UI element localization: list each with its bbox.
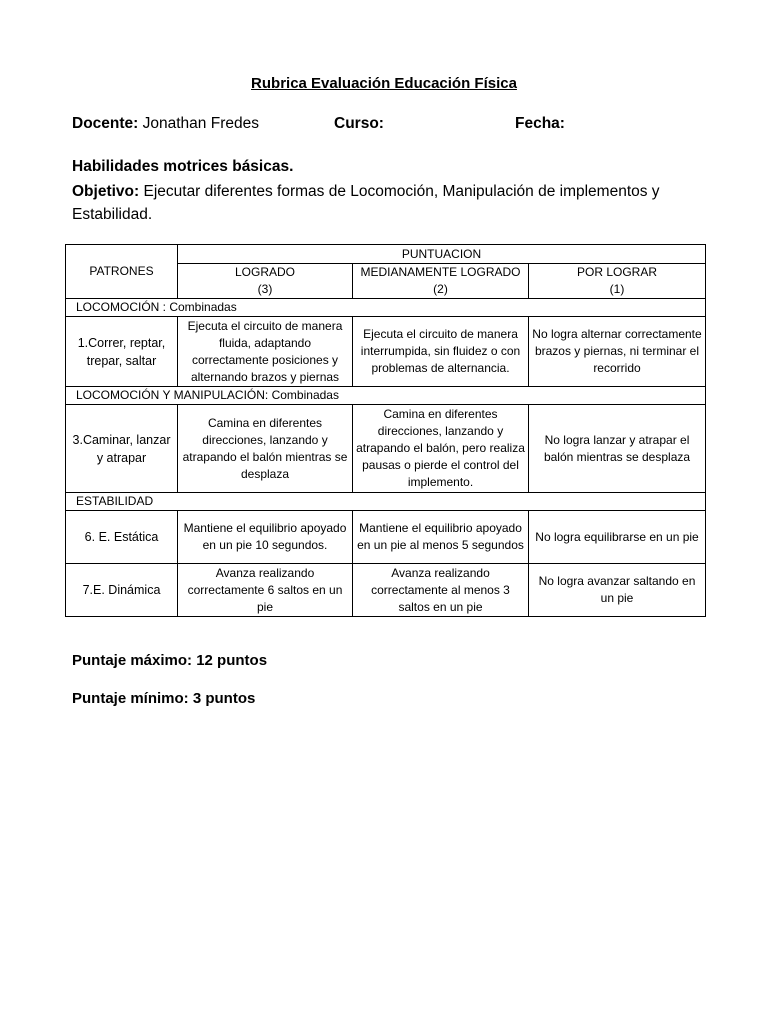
- section-row: [66, 299, 706, 317]
- criteria-cell: No logra lanzar y atrapar el balón mientras se desplaza: [529, 405, 706, 493]
- pattern-cell: 6. E. Estática: [66, 511, 178, 564]
- docente-line: [72, 115, 259, 133]
- criteria-cell: Camina en diferentes direcciones, lanzando y atrapando el balón, pero realiza pausas o pierde el control del implemento.: [353, 405, 529, 493]
- objetivo-paragraph: [72, 180, 702, 226]
- fecha-label: Fecha:: [515, 115, 565, 132]
- table-row: [66, 405, 706, 493]
- section-title: LOCOMOCIÓN : Combinadas: [66, 299, 706, 317]
- puntaje-minimo: Puntaje mínimo: 3 puntos: [72, 690, 256, 707]
- table-header-row: [66, 245, 706, 264]
- criteria-cell: Camina en diferentes direcciones, lanzando y atrapando el balón mientras se desplaza: [178, 405, 353, 493]
- table-row: [66, 511, 706, 564]
- section-title: ESTABILIDAD: [66, 493, 706, 511]
- table-row: [66, 564, 706, 617]
- level-score: (1): [609, 282, 625, 296]
- criteria-cell: No logra equilibrarse en un pie: [529, 511, 706, 564]
- pattern-cell: 3.Caminar, lanzar y atrapar: [66, 405, 178, 493]
- criteria-cell: Avanza realizando correctamente al menos 3 saltos en un pie: [353, 564, 529, 617]
- section-row: [66, 493, 706, 511]
- puntaje-maximo: Puntaje máximo: 12 puntos: [72, 652, 268, 669]
- objetivo-text: Ejecutar diferentes formas de Locomoción, Manipulación de implementos y Estabilidad.: [72, 183, 660, 223]
- level-header: [529, 264, 706, 299]
- section-title: LOCOMOCIÓN Y MANIPULACIÓN: Combinadas: [66, 387, 706, 405]
- level-header: [353, 264, 529, 299]
- pattern-cell: 7.E. Dinámica: [66, 564, 178, 617]
- criteria-cell: Mantiene el equilibrio apoyado en un pie 10 segundos.: [178, 511, 353, 564]
- curso-label: Curso:: [334, 115, 384, 132]
- level-score: (3): [257, 282, 273, 296]
- habilidades-heading: Habilidades motrices básicas.: [72, 158, 294, 175]
- section-row: [66, 387, 706, 405]
- level-name: MEDIANAMENTE LOGRADO: [360, 265, 521, 279]
- docente-label: Docente:: [72, 115, 139, 132]
- objetivo-label: Objetivo:: [72, 183, 140, 200]
- level-score: (2): [433, 282, 448, 296]
- criteria-cell: Avanza realizando correctamente 6 saltos en un pie: [178, 564, 353, 617]
- table-row: [66, 317, 706, 387]
- docente-value: Jonathan Fredes: [142, 115, 259, 132]
- criteria-cell: No logra avanzar saltando en un pie: [529, 564, 706, 617]
- pattern-cell: 1.Correr, reptar, trepar, saltar: [66, 317, 178, 387]
- criteria-cell: Ejecuta el circuito de manera interrumpida, sin fluidez o con problemas de alternancia.: [353, 317, 529, 387]
- criteria-cell: No logra alternar correctamente brazos y piernas, ni terminar el recorrido: [529, 317, 706, 387]
- level-name: POR LOGRAR: [576, 265, 657, 279]
- document-title: Rubrica Evaluación Educación Física: [251, 75, 517, 92]
- patrones-header: PATRONES: [66, 245, 178, 299]
- puntuacion-header: PUNTUACION: [178, 245, 706, 264]
- criteria-cell: Mantiene el equilibrio apoyado en un pie al menos 5 segundos: [353, 511, 529, 564]
- rubric-table: [65, 244, 706, 617]
- level-name: LOGRADO: [234, 265, 295, 279]
- level-header: [178, 264, 353, 299]
- criteria-cell: Ejecuta el circuito de manera fluida, adaptando correctamente posiciones y alternando brazos y piernas: [178, 317, 353, 387]
